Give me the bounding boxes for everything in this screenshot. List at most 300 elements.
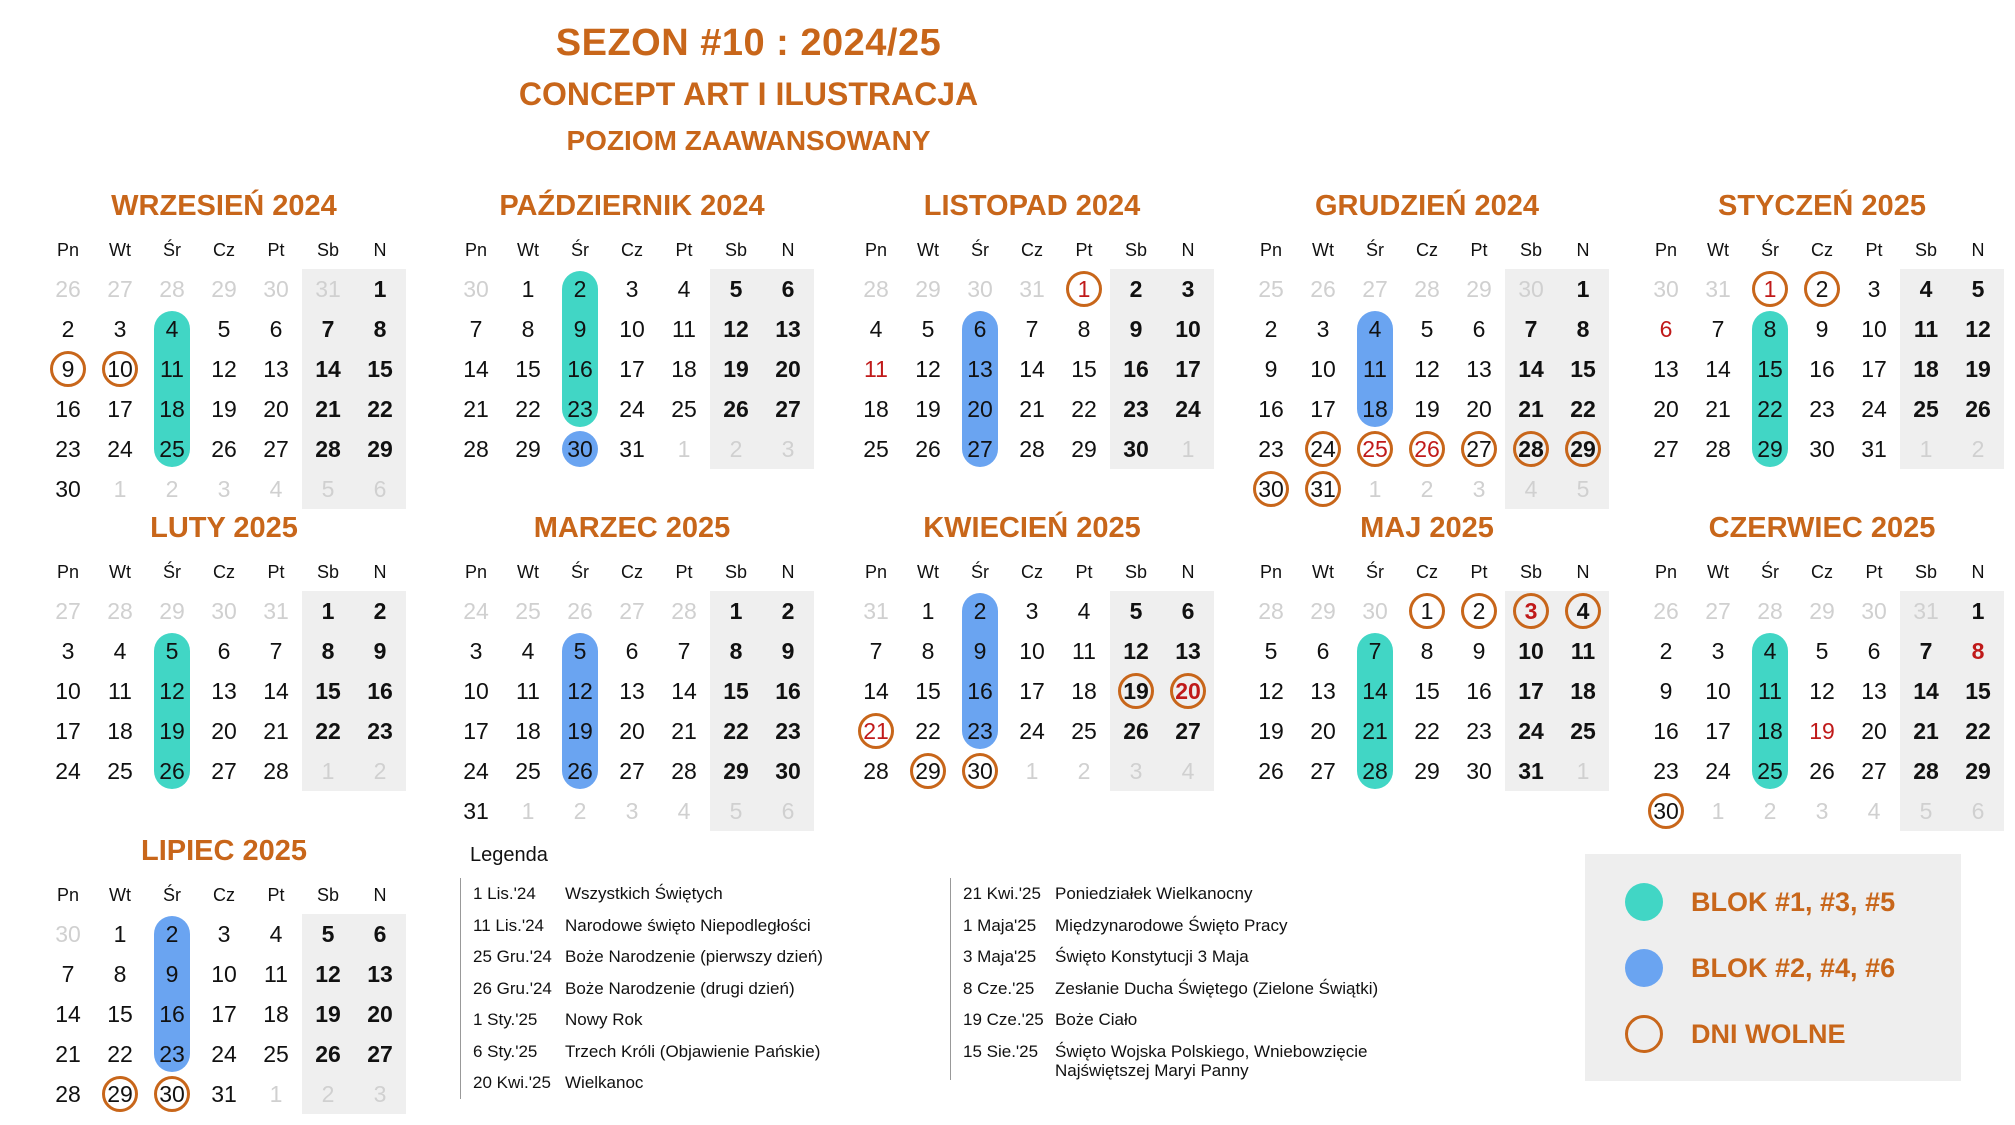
weekday-header: Cz <box>1416 239 1438 260</box>
day-cell: 22 <box>107 1040 133 1067</box>
day-cell: 30 <box>463 275 489 302</box>
day-cell: 3 <box>217 475 231 502</box>
day-cell: 2 <box>61 315 75 342</box>
key-label-teal: BLOK #1, #3, #5 <box>1691 886 1896 917</box>
day-cell: 4 <box>1576 597 1590 624</box>
day-cell: 29 <box>1414 757 1440 784</box>
day-cell: 9 <box>573 315 587 342</box>
day-cell: 16 <box>1653 717 1679 744</box>
legend-date: 20 Kwi.'25 <box>473 1073 551 1092</box>
day-cell: 12 <box>1123 637 1149 664</box>
weekday-header: Pn <box>864 239 888 260</box>
day-cell: 8 <box>321 637 335 664</box>
day-cell: 31 <box>315 275 341 302</box>
day-cell: 29 <box>1757 435 1783 462</box>
day-cell: 7 <box>1025 315 1039 342</box>
day-cell: 21 <box>1518 395 1544 422</box>
day-cell: 10 <box>107 355 133 382</box>
month-title: MAJ 2025 <box>1360 512 1494 544</box>
day-cell: 2 <box>573 797 587 824</box>
legend-date: 19 Cze.'25 <box>963 1010 1044 1029</box>
day-cell: 29 <box>1570 435 1596 462</box>
weekday-header: Śr <box>571 561 589 582</box>
day-cell: 12 <box>315 960 341 987</box>
legend-holiday-name: Nowy Rok <box>565 1010 643 1029</box>
day-cell: 3 <box>1711 637 1725 664</box>
day-cell: 1 <box>1420 597 1434 624</box>
weekday-header: Pt <box>267 239 285 260</box>
day-cell: 14 <box>1019 355 1045 382</box>
legend-row <box>963 941 1483 973</box>
day-cell: 1 <box>1763 275 1777 302</box>
legend-date: 3 Maja'25 <box>963 947 1037 966</box>
day-cell: 18 <box>863 395 889 422</box>
day-cell: 24 <box>1310 435 1336 462</box>
day-cell: 24 <box>211 1040 237 1067</box>
day-cell: 24 <box>1019 717 1045 744</box>
day-cell: 4 <box>113 637 127 664</box>
key-row-teal <box>1625 880 1895 924</box>
day-off-ring-icon <box>1804 271 1840 307</box>
day-cell: 19 <box>1414 395 1440 422</box>
weekday-header: Sb <box>1914 561 1938 582</box>
day-cell: 27 <box>1175 717 1201 744</box>
day-cell: 9 <box>165 960 179 987</box>
day-cell: 30 <box>967 757 993 784</box>
weekday-header: Pt <box>267 561 285 582</box>
day-cell: 27 <box>211 757 237 784</box>
month-title: WRZESIEŃ 2024 <box>111 190 337 222</box>
day-cell: 2 <box>973 597 987 624</box>
day-cell: 17 <box>1861 355 1887 382</box>
legend-row <box>473 1036 943 1068</box>
weekday-header: Sb <box>1124 239 1148 260</box>
day-cell: 4 <box>269 920 283 947</box>
day-cell: 24 <box>463 757 489 784</box>
day-cell: 18 <box>1071 677 1097 704</box>
day-cell: 8 <box>1420 637 1434 664</box>
weekday-header: N <box>1576 239 1590 260</box>
day-cell: 5 <box>1264 637 1278 664</box>
day-cell: 29 <box>211 275 237 302</box>
day-cell: 12 <box>723 315 749 342</box>
day-cell: 2 <box>1420 475 1434 502</box>
day-cell: 1 <box>1077 275 1091 302</box>
weekday-header: Cz <box>621 561 643 582</box>
weekday-header: Śr <box>163 884 181 905</box>
day-cell: 13 <box>263 355 289 382</box>
day-cell: 6 <box>781 275 795 302</box>
day-cell: 25 <box>1362 435 1388 462</box>
day-cell: 26 <box>1123 717 1149 744</box>
day-cell: 23 <box>1466 717 1492 744</box>
day-cell: 17 <box>1019 677 1045 704</box>
day-cell: 30 <box>55 475 81 502</box>
day-cell: 5 <box>573 637 587 664</box>
day-cell: 10 <box>1175 315 1201 342</box>
day-cell: 20 <box>1466 395 1492 422</box>
day-cell: 24 <box>463 597 489 624</box>
weekday-header: Cz <box>213 561 235 582</box>
day-cell: 28 <box>1913 757 1939 784</box>
day-cell: 3 <box>625 275 639 302</box>
day-cell: 30 <box>1518 275 1544 302</box>
color-key <box>1585 854 1961 1081</box>
blue-dot-icon <box>1625 949 1663 987</box>
day-cell: 4 <box>1763 637 1777 664</box>
day-cell: 6 <box>781 797 795 824</box>
day-off-ring-icon <box>910 753 946 789</box>
day-cell: 2 <box>729 435 743 462</box>
legend-row <box>473 941 943 973</box>
day-off-ring-icon <box>1170 673 1206 709</box>
day-cell: 2 <box>781 597 795 624</box>
day-cell: 8 <box>113 960 127 987</box>
teal-dot-icon <box>1625 883 1663 921</box>
day-cell: 1 <box>521 275 535 302</box>
day-cell: 15 <box>315 677 341 704</box>
day-cell: 30 <box>775 757 801 784</box>
day-off-ring-icon <box>1752 271 1788 307</box>
day-cell: 24 <box>619 395 645 422</box>
weekday-header: Pn <box>56 561 80 582</box>
day-cell: 5 <box>1576 475 1590 502</box>
day-cell: 11 <box>1072 637 1096 664</box>
day-cell: 20 <box>1310 717 1336 744</box>
day-cell: 11 <box>108 677 132 704</box>
day-off-ring-icon <box>962 753 998 789</box>
day-cell: 30 <box>1653 797 1679 824</box>
day-cell: 25 <box>863 435 889 462</box>
day-cell: 16 <box>967 677 993 704</box>
day-cell: 31 <box>1019 275 1045 302</box>
legend-date: 1 Lis.'24 <box>473 884 536 903</box>
day-cell: 9 <box>781 637 795 664</box>
weekday-header: Pn <box>464 239 488 260</box>
day-cell: 1 <box>1368 475 1382 502</box>
day-cell: 25 <box>159 435 185 462</box>
weekday-header: N <box>781 239 795 260</box>
legend-row <box>963 1036 1483 1080</box>
key-label-free: DNI WOLNE <box>1691 1018 1846 1049</box>
day-cell: 23 <box>1653 757 1679 784</box>
day-cell: 15 <box>1757 355 1783 382</box>
weekday-header: Wt <box>1312 561 1334 582</box>
weekday-header: Pn <box>864 561 888 582</box>
weekday-header: Śr <box>1366 239 1384 260</box>
day-cell: 30 <box>159 1080 185 1107</box>
day-cell: 2 <box>573 275 587 302</box>
day-cell: 22 <box>367 395 393 422</box>
day-off-ring-icon <box>1305 471 1341 507</box>
day-cell: 9 <box>373 637 387 664</box>
day-cell: 10 <box>619 315 645 342</box>
day-cell: 4 <box>1181 757 1195 784</box>
legend-date: 8 Cze.'25 <box>963 978 1035 998</box>
day-cell: 21 <box>263 717 289 744</box>
day-cell: 29 <box>515 435 541 462</box>
day-cell: 20 <box>263 395 289 422</box>
legend-holiday-name: Boże Narodzenie (drugi dzień) <box>565 978 795 998</box>
ring-icon <box>1625 1015 1663 1053</box>
day-cell: 21 <box>1913 717 1939 744</box>
day-cell: 25 <box>107 757 133 784</box>
weekday-header: Sb <box>316 239 340 260</box>
weekday-header: Pt <box>1865 561 1883 582</box>
day-off-ring-icon <box>102 1076 138 1112</box>
day-cell: 30 <box>1809 435 1835 462</box>
day-cell: 25 <box>515 597 541 624</box>
day-cell: 14 <box>263 677 289 704</box>
weekday-header: N <box>373 884 387 905</box>
day-cell: 18 <box>107 717 133 744</box>
day-cell: 13 <box>1310 677 1336 704</box>
day-cell: 12 <box>1965 315 1991 342</box>
day-cell: 11 <box>864 355 888 382</box>
legend-row <box>473 878 943 910</box>
weekday-header: Sb <box>724 239 748 260</box>
day-cell: 24 <box>1861 395 1887 422</box>
day-cell: 15 <box>367 355 393 382</box>
day-cell: 19 <box>723 355 749 382</box>
weekday-header: Śr <box>971 239 989 260</box>
day-cell: 28 <box>1705 435 1731 462</box>
legend-date: 6 Sty.'25 <box>473 1041 538 1061</box>
day-cell: 7 <box>469 315 483 342</box>
day-cell: 6 <box>373 475 387 502</box>
day-cell: 14 <box>1362 677 1388 704</box>
day-cell: 3 <box>61 637 75 664</box>
holiday-legend <box>460 840 1500 1120</box>
legend-holiday-name: Święto Konstytucji 3 Maja <box>1055 947 1249 966</box>
day-cell: 1 <box>269 1080 283 1107</box>
day-cell: 31 <box>263 597 289 624</box>
day-cell: 26 <box>315 1040 341 1067</box>
weekday-header: N <box>373 561 387 582</box>
day-cell: 6 <box>1472 315 1486 342</box>
day-cell: 14 <box>1518 355 1544 382</box>
day-cell: 18 <box>1913 355 1939 382</box>
day-cell: 1 <box>1576 275 1590 302</box>
weekday-header: Pn <box>1259 239 1283 260</box>
day-off-ring-icon <box>1461 431 1497 467</box>
weekday-header: Pt <box>1470 561 1488 582</box>
day-cell: 3 <box>781 435 795 462</box>
day-cell: 27 <box>619 597 645 624</box>
day-cell: 23 <box>159 1040 185 1067</box>
day-off-ring-icon <box>154 1076 190 1112</box>
day-cell: 20 <box>367 1000 393 1027</box>
day-cell: 30 <box>263 275 289 302</box>
day-cell: 8 <box>1763 315 1777 342</box>
day-cell: 30 <box>1362 597 1388 624</box>
weekday-header: Pt <box>1865 239 1883 260</box>
day-cell: 9 <box>1659 677 1673 704</box>
day-cell: 1 <box>113 475 127 502</box>
day-cell: 21 <box>463 395 489 422</box>
day-cell: 8 <box>521 315 535 342</box>
day-cell: 8 <box>1971 637 1985 664</box>
day-cell: 22 <box>1071 395 1097 422</box>
day-cell: 6 <box>269 315 283 342</box>
legend-row <box>473 1004 943 1036</box>
legend-date: 26 Gru.'24 <box>473 978 552 998</box>
day-cell: 18 <box>159 395 185 422</box>
day-cell: 7 <box>1368 637 1382 664</box>
weekday-header: Sb <box>1914 239 1938 260</box>
day-cell: 1 <box>373 275 387 302</box>
day-cell: 20 <box>1653 395 1679 422</box>
day-cell: 20 <box>619 717 645 744</box>
weekday-header: N <box>781 561 795 582</box>
day-cell: 14 <box>671 677 697 704</box>
weekday-header: Śr <box>1761 239 1779 260</box>
weekday-header: Cz <box>1021 561 1043 582</box>
month-title: LISTOPAD 2024 <box>923 190 1141 222</box>
month-title: PAŹDZIERNIK 2024 <box>499 190 765 222</box>
day-cell: 22 <box>1757 395 1783 422</box>
day-cell: 27 <box>1861 757 1887 784</box>
day-cell: 23 <box>1809 395 1835 422</box>
weekday-header: Pn <box>1654 239 1678 260</box>
day-cell: 31 <box>1310 475 1336 502</box>
month-title: MARZEC 2025 <box>533 512 731 544</box>
day-cell: 9 <box>1129 315 1143 342</box>
weekday-header: Śr <box>163 561 181 582</box>
day-cell: 7 <box>677 637 691 664</box>
day-cell: 13 <box>367 960 393 987</box>
day-cell: 5 <box>1420 315 1434 342</box>
day-cell: 17 <box>1518 677 1544 704</box>
day-cell: 31 <box>619 435 645 462</box>
day-cell: 15 <box>1414 677 1440 704</box>
month-title: CZERWIEC 2025 <box>1708 512 1936 544</box>
day-cell: 25 <box>671 395 697 422</box>
day-cell: 26 <box>55 275 81 302</box>
day-cell: 4 <box>677 797 691 824</box>
key-row-free <box>1625 1012 1846 1056</box>
weekday-header: N <box>1971 239 1985 260</box>
day-cell: 18 <box>671 355 697 382</box>
day-cell: 29 <box>367 435 393 462</box>
day-cell: 11 <box>1758 677 1782 704</box>
day-cell: 1 <box>729 597 743 624</box>
weekday-header: Pn <box>464 561 488 582</box>
legend-column-left <box>460 878 943 1099</box>
day-off-ring-icon <box>1648 793 1684 829</box>
day-cell: 2 <box>373 757 387 784</box>
day-cell: 10 <box>1705 677 1731 704</box>
day-cell: 3 <box>1129 757 1143 784</box>
day-cell: 31 <box>1913 597 1939 624</box>
day-cell: 24 <box>1518 717 1544 744</box>
day-cell: 4 <box>521 637 535 664</box>
day-cell: 5 <box>217 315 231 342</box>
day-cell: 1 <box>1711 797 1725 824</box>
day-cell: 13 <box>619 677 645 704</box>
day-cell: 17 <box>463 717 489 744</box>
day-cell: 3 <box>1025 597 1039 624</box>
day-cell: 2 <box>1659 637 1673 664</box>
day-cell: 7 <box>321 315 335 342</box>
day-cell: 14 <box>55 1000 81 1027</box>
day-cell: 25 <box>1570 717 1596 744</box>
day-cell: 2 <box>1815 275 1829 302</box>
day-cell: 19 <box>211 395 237 422</box>
day-cell: 26 <box>1809 757 1835 784</box>
day-cell: 11 <box>264 960 288 987</box>
day-cell: 29 <box>915 275 941 302</box>
day-cell: 3 <box>1181 275 1195 302</box>
page-subtitle: CONCEPT ART I ILUSTRACJA <box>518 76 979 112</box>
day-cell: 15 <box>107 1000 133 1027</box>
day-cell: 2 <box>373 597 387 624</box>
day-cell: 1 <box>1971 597 1985 624</box>
day-cell: 28 <box>671 757 697 784</box>
day-cell: 11 <box>672 315 696 342</box>
month-title: LIPIEC 2025 <box>140 835 308 867</box>
day-cell: 13 <box>1175 637 1201 664</box>
day-cell: 11 <box>1913 315 1939 342</box>
day-cell: 15 <box>723 677 749 704</box>
day-cell: 27 <box>1705 597 1731 624</box>
day-off-ring-icon <box>50 351 86 387</box>
day-cell: 17 <box>107 395 133 422</box>
day-cell: 29 <box>1965 757 1991 784</box>
key-label-blue: BLOK #2, #4, #6 <box>1691 952 1896 983</box>
day-cell: 21 <box>55 1040 81 1067</box>
day-cell: 23 <box>1258 435 1284 462</box>
weekday-header: N <box>1181 239 1195 260</box>
day-cell: 28 <box>1518 435 1544 462</box>
day-cell: 6 <box>217 637 231 664</box>
legend-holiday-name: Poniedziałek Wielkanocny <box>1055 884 1253 903</box>
day-cell: 11 <box>1570 637 1596 664</box>
day-cell: 28 <box>463 435 489 462</box>
day-cell: 3 <box>1524 597 1538 624</box>
day-cell: 28 <box>315 435 341 462</box>
day-cell: 20 <box>775 355 801 382</box>
day-cell: 27 <box>1466 435 1492 462</box>
day-cell: 11 <box>160 355 184 382</box>
day-cell: 19 <box>1258 717 1284 744</box>
day-cell: 19 <box>315 1000 341 1027</box>
weekday-header: Pt <box>675 561 693 582</box>
weekday-header: Wt <box>917 561 939 582</box>
day-cell: 5 <box>321 920 335 947</box>
day-cell: 12 <box>211 355 237 382</box>
day-off-ring-icon <box>1409 593 1445 629</box>
day-cell: 28 <box>1414 275 1440 302</box>
day-cell: 4 <box>869 315 883 342</box>
day-cell: 16 <box>55 395 81 422</box>
day-cell: 9 <box>973 637 987 664</box>
weekday-header: Pt <box>1470 239 1488 260</box>
weekday-header: Sb <box>316 884 340 905</box>
day-off-ring-icon <box>1305 431 1341 467</box>
day-cell: 22 <box>915 717 941 744</box>
day-cell: 31 <box>1518 757 1544 784</box>
day-cell: 7 <box>1524 315 1538 342</box>
month-title: STYCZEŃ 2025 <box>1718 190 1926 222</box>
day-cell: 27 <box>1653 435 1679 462</box>
weekday-header: Cz <box>1021 239 1043 260</box>
day-cell: 12 <box>1414 355 1440 382</box>
day-cell: 23 <box>967 717 993 744</box>
day-cell: 14 <box>463 355 489 382</box>
legend-row <box>963 910 1483 942</box>
day-cell: 4 <box>677 275 691 302</box>
